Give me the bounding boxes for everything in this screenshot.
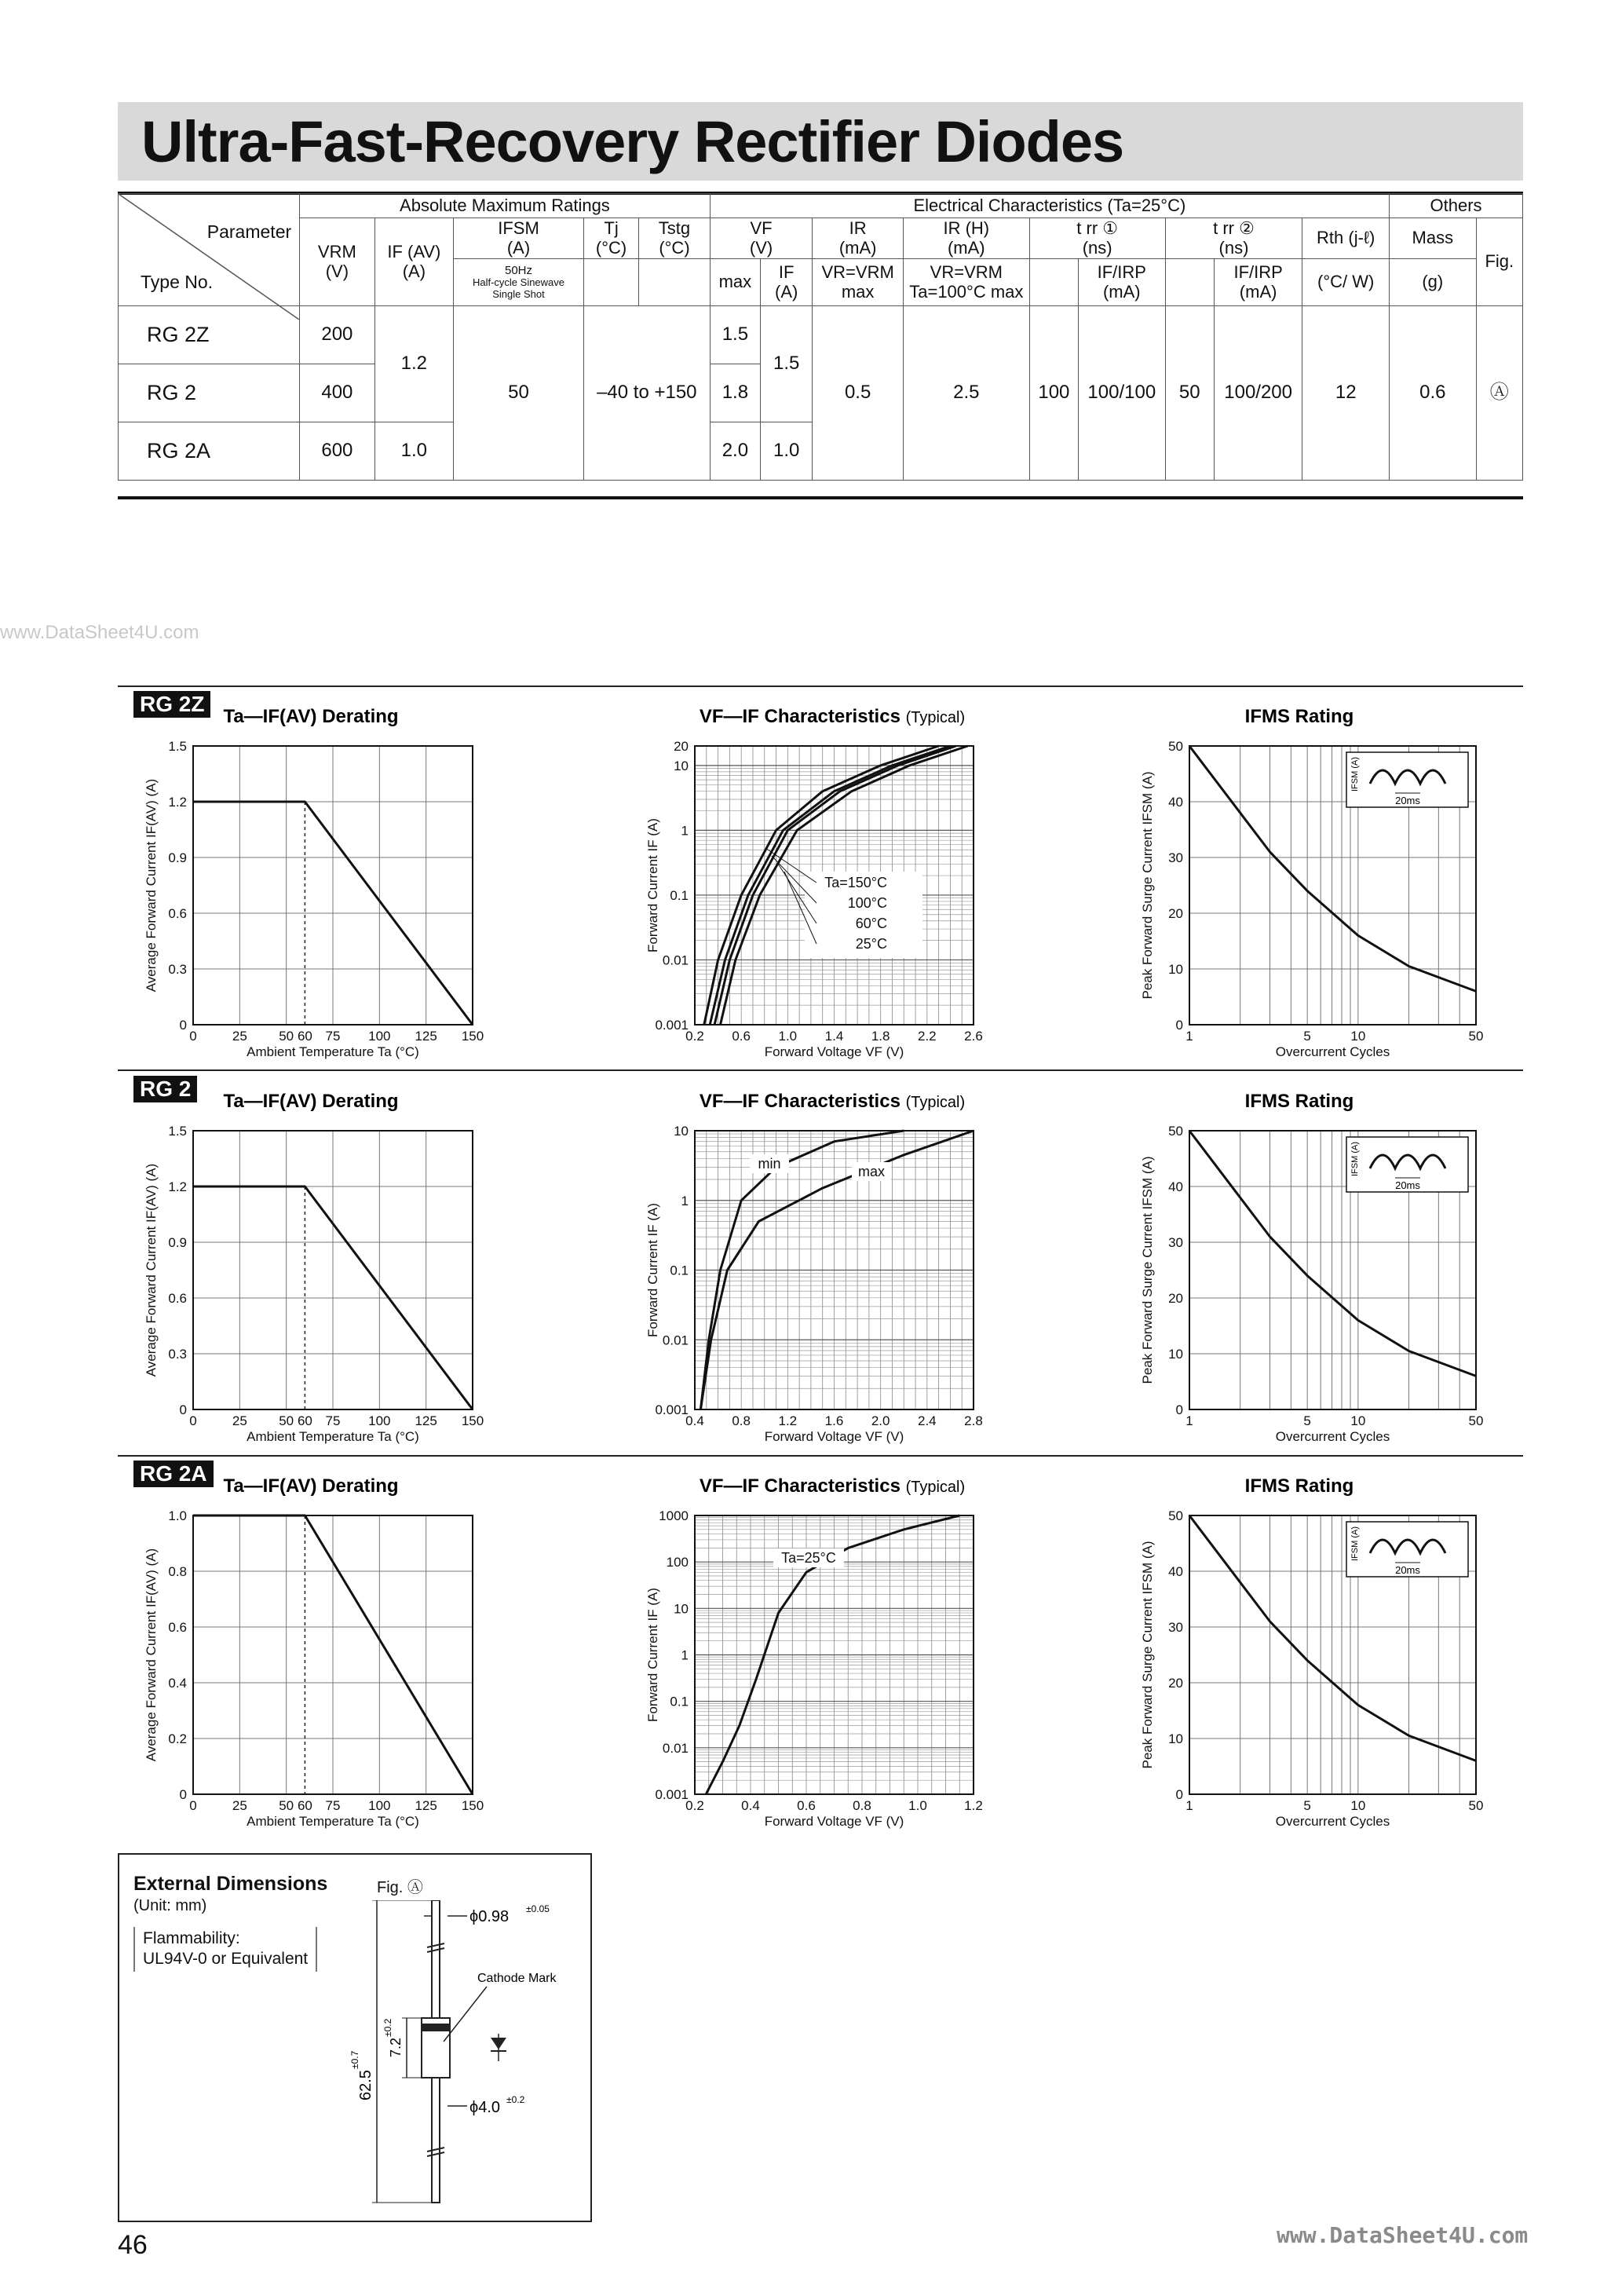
y-axis-label: Average Forward Current IF(AV) (A) <box>144 778 159 993</box>
param-label: Parameter <box>206 221 292 242</box>
y-tick-label: 0.1 <box>670 887 689 903</box>
trr1-header: t rr ① (ns) <box>1029 218 1165 259</box>
y-tick-label: 1.5 <box>168 1124 187 1139</box>
x-tick-label: 0.8 <box>732 1413 751 1428</box>
x-tick-label: 5 <box>1303 1029 1311 1044</box>
x-tick-label: 125 <box>415 1413 437 1428</box>
ir-cell: 0.5 <box>813 306 904 481</box>
y-tick-label: 100 <box>666 1555 689 1570</box>
x-tick-label: 0.2 <box>685 1798 704 1813</box>
x-tick-label: 25 <box>232 1413 247 1428</box>
x-tick-label: 5 <box>1303 1413 1311 1428</box>
irh-cell: 2.5 <box>903 306 1029 481</box>
chart <box>193 1515 473 1794</box>
ifav-cell: 1.0 <box>374 422 453 481</box>
x-tick-label: 50 <box>279 1798 294 1813</box>
vf-cell: 2.0 <box>710 422 760 481</box>
x-tick-label: 60 <box>297 1029 312 1044</box>
x-axis-label: Overcurrent Cycles <box>1275 1814 1390 1829</box>
x-axis-label: Ambient Temperature Ta (°C) <box>247 1814 419 1829</box>
y-tick-label: 50 <box>1168 1508 1183 1523</box>
legend-label: min <box>758 1156 781 1172</box>
graph-title-typical: (Typical) <box>905 1479 966 1496</box>
y-tick-label: 40 <box>1168 1179 1183 1194</box>
y-tick-label: 40 <box>1168 1564 1183 1579</box>
x-tick-label: 100 <box>368 1413 391 1428</box>
chart <box>1189 1131 1476 1409</box>
x-tick-label: 1 <box>1185 1413 1193 1428</box>
y-tick-label: 0 <box>1175 1787 1183 1802</box>
x-tick-label: 10 <box>1350 1413 1366 1428</box>
y-axis-label: Forward Current IF (A) <box>645 1203 660 1337</box>
y-tick-label: 50 <box>1168 1124 1183 1139</box>
inset-ylabel: IFSM (A) <box>1350 1142 1360 1176</box>
y-tick-label: 0.6 <box>168 1291 187 1306</box>
x-axis-label: Forward Voltage VF (V) <box>764 1814 904 1829</box>
graph-title: VF—IF Characteristics (Typical) <box>699 1091 966 1112</box>
y-tick-label: 0 <box>179 1787 187 1802</box>
x-tick-label: 100 <box>368 1798 391 1813</box>
rth-header: Rth (j-ℓ) <box>1302 218 1390 259</box>
x-tick-label: 0 <box>189 1413 197 1428</box>
tj-tstg-cell: –40 to +150 <box>583 306 710 481</box>
chart <box>193 746 473 1025</box>
y-tick-label: 10 <box>674 758 689 773</box>
body-diameter-label: ϕ4.0 <box>469 2099 501 2116</box>
trr1-cond-cell: 100/100 <box>1079 306 1166 481</box>
chart <box>695 1131 974 1409</box>
lead-diameter-tol: ±0.05 <box>526 1903 550 1914</box>
y-tick-label: 0 <box>1175 1018 1183 1033</box>
x-tick-label: 50 <box>1468 1029 1484 1044</box>
y-axis-label: Peak Forward Surge Current IFSM (A) <box>1140 771 1155 1000</box>
x-tick-label: 10 <box>1350 1798 1366 1813</box>
vf-header: VF (V) <box>710 218 813 259</box>
graph-title: VF—IF Characteristics (Typical) <box>699 706 966 727</box>
x-tick-label: 1 <box>1185 1798 1193 1813</box>
ifsm-header: IFSM (A) <box>454 218 584 259</box>
y-axis-label: Forward Current IF (A) <box>645 1588 660 1722</box>
y-axis-label: Forward Current IF (A) <box>645 818 660 952</box>
vf-cell: 1.8 <box>710 364 760 422</box>
x-tick-label: 1.0 <box>778 1029 798 1044</box>
y-tick-label: 20 <box>674 739 689 754</box>
total-length-label: 62.5 <box>357 2070 374 2100</box>
page-number: 46 <box>118 2230 148 2260</box>
legend-label: Ta=150°C <box>824 875 887 890</box>
x-tick-label: 2.2 <box>918 1029 937 1044</box>
x-tick-label: 0.8 <box>853 1798 871 1813</box>
y-tick-label: 0.001 <box>655 1018 689 1033</box>
vf-if-cell: 1.0 <box>761 422 813 481</box>
rth-cell: 12 <box>1302 306 1390 481</box>
x-tick-label: 1 <box>1185 1029 1193 1044</box>
x-tick-label: 150 <box>461 1029 484 1044</box>
mass-cell: 0.6 <box>1390 306 1477 481</box>
ir-header: IR (mA) <box>813 218 904 259</box>
vrm-cell: 200 <box>300 306 374 364</box>
vrm-header: VRM (V) <box>300 218 374 306</box>
external-title: External Dimensions <box>133 1873 328 1895</box>
tstg-header: Tstg (°C) <box>639 218 710 259</box>
y-tick-label: 30 <box>1168 1235 1183 1250</box>
graph-title: IFMS Rating <box>1244 706 1354 727</box>
table-row-type: RG 2Z <box>119 306 300 364</box>
y-tick-label: 0.1 <box>670 1263 689 1278</box>
vf-max-header: max <box>710 259 760 306</box>
section-tag: RG 2Z <box>133 691 210 718</box>
group-others: Others <box>1390 194 1523 218</box>
graph-title: Ta—IF(AV) Derating <box>223 1091 399 1112</box>
x-tick-label: 2.6 <box>964 1029 983 1044</box>
x-tick-label: 0 <box>189 1798 197 1813</box>
table-row-type: RG 2A <box>119 422 300 481</box>
y-tick-label: 1000 <box>659 1508 689 1523</box>
inset-time-label: 20ms <box>1395 1179 1420 1191</box>
cathode-mark-label: Cathode Mark <box>477 1972 557 1985</box>
mass-header: Mass <box>1390 218 1477 259</box>
legend-label: max <box>857 1164 886 1179</box>
trr2-cond: IF/IRP (mA) <box>1214 259 1302 306</box>
x-tick-label: 60 <box>297 1798 312 1813</box>
x-axis-label: Forward Voltage VF (V) <box>764 1429 904 1444</box>
y-tick-label: 20 <box>1168 1291 1183 1306</box>
x-tick-label: 25 <box>232 1798 247 1813</box>
x-tick-label: 2.8 <box>964 1413 983 1428</box>
section-tag: RG 2A <box>133 1461 214 1487</box>
x-tick-label: 0 <box>189 1029 197 1044</box>
y-tick-label: 10 <box>1168 962 1183 977</box>
x-tick-label: 1.2 <box>964 1798 983 1813</box>
x-tick-label: 0.4 <box>685 1413 704 1428</box>
x-tick-label: 0.4 <box>741 1798 760 1813</box>
vf-cell: 1.5 <box>710 306 760 364</box>
diode-drawing <box>345 1900 581 2214</box>
y-tick-label: 0.9 <box>168 850 187 865</box>
chart <box>1189 1515 1476 1794</box>
cathode-band <box>422 2024 450 2031</box>
x-tick-label: 0.6 <box>732 1029 751 1044</box>
y-tick-label: 1.0 <box>168 1508 187 1523</box>
chart <box>1189 746 1476 1025</box>
irh-header: IR (H) (mA) <box>903 218 1029 259</box>
x-axis-label: Forward Voltage VF (V) <box>764 1044 904 1059</box>
y-tick-label: 0.8 <box>168 1564 187 1579</box>
irh-cond: VR=VRM Ta=100°C max <box>903 259 1029 306</box>
section-tag: RG 2 <box>133 1076 197 1102</box>
group-electrical: Electrical Characteristics (Ta=25°C) <box>710 194 1389 218</box>
ir-cond: VR=VRM max <box>813 259 904 306</box>
x-tick-label: 1.4 <box>824 1029 844 1044</box>
y-tick-label: 0 <box>179 1402 187 1417</box>
y-tick-label: 10 <box>1168 1347 1183 1362</box>
x-tick-label: 75 <box>325 1798 341 1813</box>
y-axis-label: Average Forward Current IF(AV) (A) <box>144 1163 159 1377</box>
y-tick-label: 0.6 <box>168 906 187 921</box>
x-tick-label: 0.2 <box>685 1029 704 1044</box>
x-tick-label: 2.0 <box>871 1413 890 1428</box>
inset-time-label: 20ms <box>1395 795 1420 806</box>
group-abs-max: Absolute Maximum Ratings <box>300 194 711 218</box>
vrm-cell: 400 <box>300 364 374 422</box>
inset-ylabel: IFSM (A) <box>1350 757 1360 792</box>
legend-pointer <box>765 848 816 883</box>
graph-title: IFMS Rating <box>1244 1091 1354 1112</box>
lead-diameter-label: ϕ0.98 <box>469 1908 510 1925</box>
x-axis-label: Overcurrent Cycles <box>1275 1044 1390 1059</box>
y-tick-label: 0 <box>1175 1402 1183 1417</box>
vrm-cell: 600 <box>300 422 374 481</box>
y-tick-label: 50 <box>1168 739 1183 754</box>
x-tick-label: 125 <box>415 1798 437 1813</box>
y-tick-label: 1 <box>681 1193 689 1208</box>
y-tick-label: 1 <box>681 823 689 839</box>
page-title: Ultra-Fast-Recovery Rectifier Diodes <box>141 109 1124 174</box>
legend-label: 100°C <box>847 895 887 911</box>
y-tick-label: 30 <box>1168 850 1183 865</box>
fig-header: Fig. <box>1476 218 1522 306</box>
y-tick-label: 1 <box>681 1647 689 1663</box>
x-tick-label: 25 <box>232 1029 247 1044</box>
y-tick-label: 1.2 <box>168 795 187 810</box>
trr2-header: t rr ② (ns) <box>1165 218 1302 259</box>
flammability-note: Flammability: UL94V-0 or Equivalent <box>133 1927 317 1972</box>
footer-url: www.DataSheet4U.com <box>1277 2222 1529 2248</box>
x-tick-label: 150 <box>461 1798 484 1813</box>
legend-label: 60°C <box>855 916 887 931</box>
y-tick-label: 0.9 <box>168 1235 187 1250</box>
graph-title: Ta—IF(AV) Derating <box>223 706 399 727</box>
x-tick-label: 100 <box>368 1029 391 1044</box>
y-tick-label: 30 <box>1168 1620 1183 1635</box>
y-axis-label: Peak Forward Surge Current IFSM (A) <box>1140 1541 1155 1769</box>
trr2-cell: 50 <box>1165 306 1214 481</box>
y-tick-label: 0.6 <box>168 1620 187 1635</box>
x-tick-label: 1.6 <box>824 1413 844 1428</box>
y-tick-label: 0 <box>179 1018 187 1033</box>
x-tick-label: 60 <box>297 1413 312 1428</box>
watermark: www.DataSheet4U.com <box>0 622 199 643</box>
y-tick-label: 10 <box>674 1124 689 1139</box>
x-tick-label: 2.4 <box>918 1413 937 1428</box>
x-tick-label: 50 <box>279 1413 294 1428</box>
y-tick-label: 0.3 <box>168 1347 187 1362</box>
body-length-label: 7.2 <box>388 2037 404 2057</box>
rth-unit: (°C/ W) <box>1302 259 1390 306</box>
y-tick-label: 1.2 <box>168 1179 187 1194</box>
x-tick-label: 5 <box>1303 1798 1311 1813</box>
fig-cell: Ⓐ <box>1476 306 1522 481</box>
y-tick-label: 0.01 <box>662 1740 689 1756</box>
inset-time-label: 20ms <box>1395 1564 1420 1576</box>
x-tick-label: 10 <box>1350 1029 1366 1044</box>
x-tick-label: 1.0 <box>908 1798 927 1813</box>
x-tick-label: 125 <box>415 1029 437 1044</box>
external-fig-label: Fig. Ⓐ <box>377 1879 423 1896</box>
y-tick-label: 0.3 <box>168 962 187 977</box>
x-tick-label: 1.2 <box>778 1413 798 1428</box>
total-length-tol: ±0.7 <box>349 2050 360 2069</box>
vf-if-header: IF (A) <box>761 259 813 306</box>
y-tick-label: 10 <box>1168 1731 1183 1746</box>
y-tick-label: 0.01 <box>662 952 689 968</box>
x-tick-label: 75 <box>325 1413 341 1428</box>
y-tick-label: 0.2 <box>168 1731 187 1746</box>
x-axis-label: Overcurrent Cycles <box>1275 1429 1390 1444</box>
x-axis-label: Ambient Temperature Ta (°C) <box>247 1044 419 1059</box>
inset-ylabel: IFSM (A) <box>1350 1526 1360 1561</box>
external-unit: (Unit: mm) <box>133 1897 207 1914</box>
y-tick-label: 1.5 <box>168 739 187 754</box>
x-tick-label: 50 <box>1468 1798 1484 1813</box>
legend-label: Ta=25°C <box>781 1550 836 1566</box>
ifsm-cond: 50Hz Half-cycle Sinewave Single Shot <box>454 259 584 306</box>
trr2-cond-cell: 100/200 <box>1214 306 1302 481</box>
y-tick-label: 20 <box>1168 906 1183 921</box>
graph-title: VF—IF Characteristics (Typical) <box>699 1475 966 1497</box>
y-tick-label: 10 <box>674 1601 689 1617</box>
legend-label: 25°C <box>855 936 887 952</box>
y-tick-label: 40 <box>1168 795 1183 810</box>
y-tick-label: 0.1 <box>670 1694 689 1709</box>
x-tick-label: 1.8 <box>871 1029 890 1044</box>
y-tick-label: 0.001 <box>655 1787 689 1802</box>
y-axis-label: Peak Forward Surge Current IFSM (A) <box>1140 1156 1155 1384</box>
body-diameter-tol: ±0.2 <box>506 2094 525 2105</box>
graph-title-typical: (Typical) <box>905 1094 966 1111</box>
y-tick-label: 0.001 <box>655 1402 689 1417</box>
chart <box>193 1131 473 1409</box>
type-label: Type No. <box>141 272 214 292</box>
x-tick-label: 0.6 <box>797 1798 816 1813</box>
y-axis-label: Average Forward Current IF(AV) (A) <box>144 1548 159 1762</box>
ifav-header: IF (AV) (A) <box>374 218 453 306</box>
x-tick-label: 150 <box>461 1413 484 1428</box>
x-axis-label: Ambient Temperature Ta (°C) <box>247 1429 419 1444</box>
y-tick-label: 20 <box>1168 1676 1183 1691</box>
x-tick-label: 50 <box>279 1029 294 1044</box>
mass-unit: (g) <box>1390 259 1477 306</box>
y-tick-label: 0.4 <box>168 1676 187 1691</box>
tj-header: Tj (°C) <box>583 218 638 259</box>
trr1-cond: IF/IRP (mA) <box>1079 259 1166 306</box>
graph-title-typical: (Typical) <box>905 709 966 726</box>
x-tick-label: 75 <box>325 1029 341 1044</box>
graph-title: Ta—IF(AV) Derating <box>223 1475 399 1497</box>
y-tick-label: 0.01 <box>662 1333 689 1348</box>
table-row-type: RG 2 <box>119 364 300 422</box>
vf-if-cell: 1.5 <box>761 306 813 422</box>
ifav-cell: 1.2 <box>374 306 453 422</box>
ifsm-cell: 50 <box>454 306 584 481</box>
trr1-cell: 100 <box>1029 306 1078 481</box>
body-length-tol: ±0.2 <box>382 2018 393 2037</box>
graph-title: IFMS Rating <box>1244 1475 1354 1497</box>
x-tick-label: 50 <box>1468 1413 1484 1428</box>
